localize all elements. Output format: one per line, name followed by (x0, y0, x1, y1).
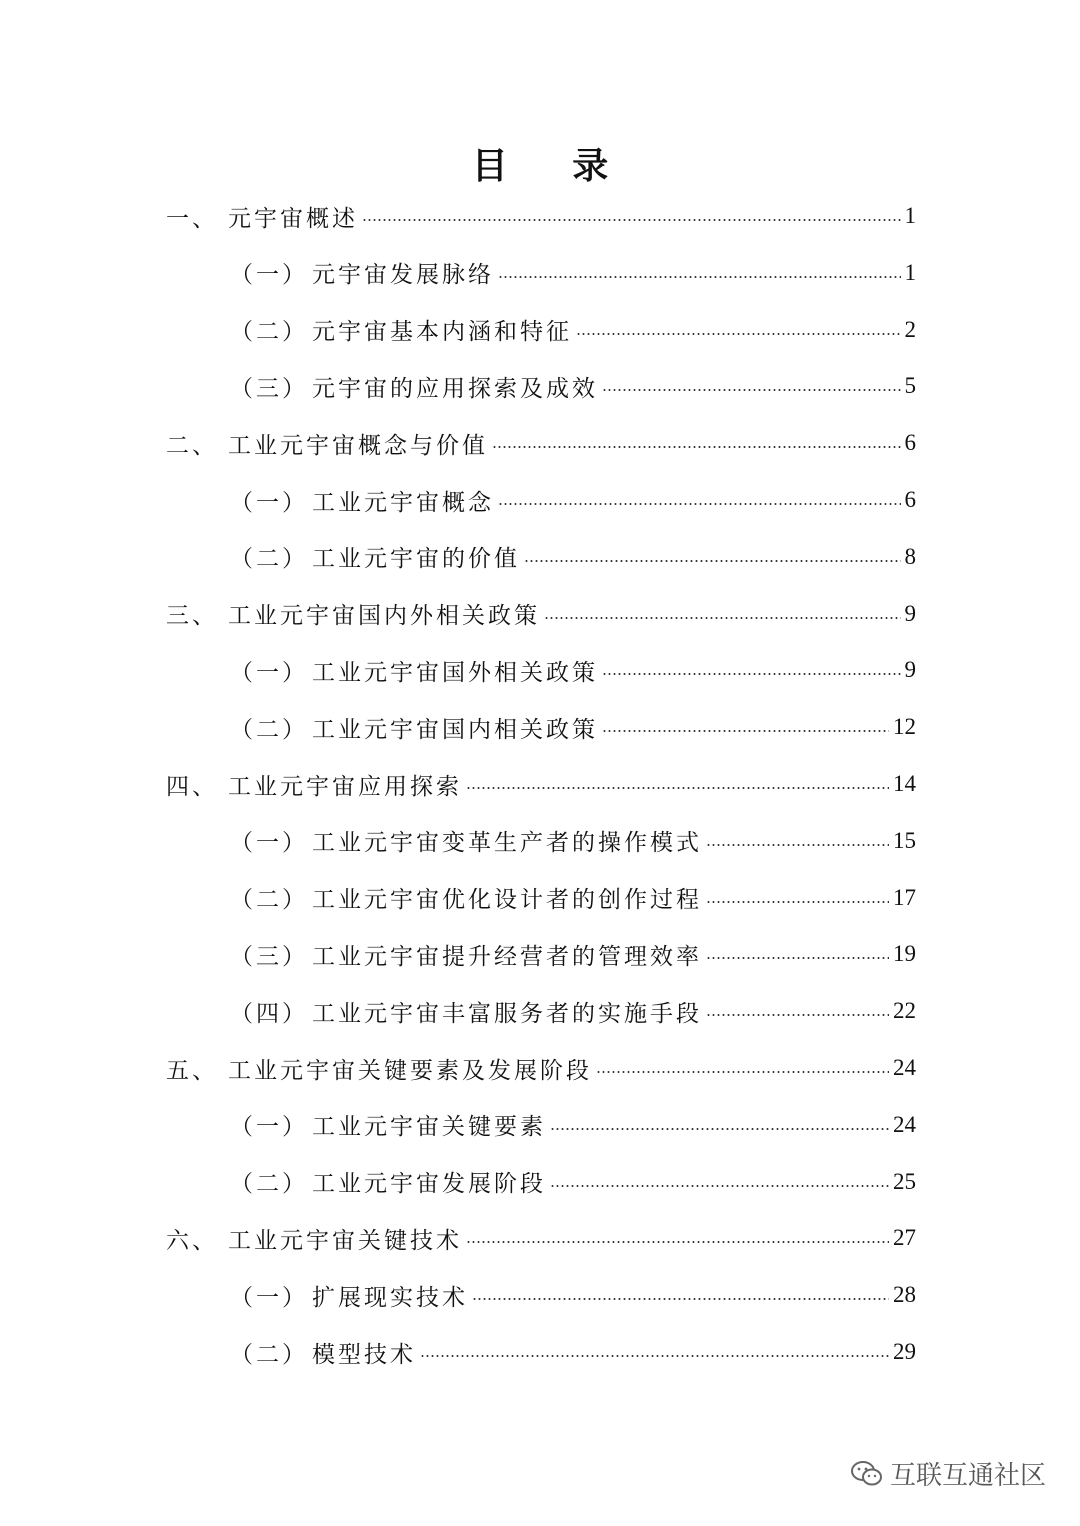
toc-entry[interactable] (230, 529, 916, 585)
toc-entry-title: 元宇宙的应用探索及成效 (312, 375, 598, 402)
toc-entry-page: 2 (904, 316, 916, 342)
toc-entry[interactable] (230, 926, 916, 982)
toc-dot-leader (544, 617, 901, 619)
toc-entry[interactable] (166, 1040, 916, 1096)
page-title: 目 录 (471, 146, 635, 187)
toc-entry-page: 19 (893, 941, 916, 967)
toc-entry-title: 元宇宙发展脉络 (312, 262, 494, 289)
toc-entry-title: 工业元宇宙关键技术 (228, 1227, 462, 1254)
toc-dot-leader (498, 503, 901, 505)
toc-entry-number: （一） (230, 1284, 308, 1311)
toc-entry[interactable] (230, 813, 916, 869)
toc-entry-page: 5 (904, 373, 916, 399)
toc-entry-title: 工业元宇宙关键要素及发展阶段 (228, 1057, 592, 1084)
toc-entry-page: 9 (904, 657, 916, 683)
toc-entry-page: 24 (893, 1055, 916, 1080)
toc-entry[interactable] (166, 756, 916, 812)
toc-entry-title: 工业元宇宙国外相关政策 (312, 659, 598, 686)
toc-entry-number: 三、 (166, 603, 218, 630)
toc-entry[interactable] (230, 245, 916, 301)
toc-dot-leader (524, 560, 901, 562)
toc-entry-title: 工业元宇宙国内外相关政策 (228, 603, 540, 630)
toc-entry-number: （二） (230, 887, 308, 914)
toc-entry[interactable] (230, 358, 916, 414)
toc-dot-leader (602, 673, 901, 675)
toc-dot-leader (602, 730, 889, 732)
toc-entry-number: （二） (230, 1171, 308, 1198)
toc-entry-title: 工业元宇宙优化设计者的创作过程 (312, 887, 702, 914)
toc-dot-leader (466, 1241, 889, 1243)
toc-entry-number: （三） (230, 375, 308, 402)
toc-entry[interactable] (230, 302, 916, 358)
toc-entry[interactable] (230, 1154, 916, 1210)
toc-entry-title: 工业元宇宙概念 (312, 489, 494, 516)
toc-entry-title: 工业元宇宙国内相关政策 (312, 716, 598, 743)
toc-entry[interactable] (230, 870, 916, 926)
toc-entry-title: 模型技术 (312, 1341, 416, 1368)
toc-entry-page: 27 (893, 1225, 916, 1251)
toc-entry[interactable] (230, 699, 916, 755)
watermark-text: 互联互通社区 (889, 1461, 1046, 1491)
toc-entry-title: 工业元宇宙关键要素 (312, 1114, 546, 1141)
toc-entry[interactable] (166, 188, 916, 244)
toc-entry-page: 14 (893, 771, 916, 796)
toc-entry-page: 8 (904, 543, 916, 569)
toc-entry-page: 25 (893, 1168, 916, 1194)
toc-dot-leader (550, 1185, 889, 1187)
toc-entry-number: 二、 (166, 432, 218, 459)
toc-entry-number: （一） (230, 489, 308, 516)
toc-entry-page: 6 (904, 487, 916, 512)
toc-entry-page: 1 (904, 203, 916, 228)
toc-entry[interactable] (230, 472, 916, 528)
toc-entry-title: 工业元宇宙应用探索 (228, 773, 462, 800)
toc-dot-leader (550, 1128, 889, 1130)
toc-entry[interactable] (166, 1210, 916, 1266)
toc-entry-page: 17 (893, 884, 916, 910)
toc-dot-leader (706, 957, 889, 959)
toc-entry-page: 12 (893, 714, 916, 740)
toc-entry-number: （二） (230, 546, 308, 573)
toc-entry[interactable] (230, 1097, 916, 1153)
toc-entry-title: 工业元宇宙丰富服务者的实施手段 (312, 1000, 702, 1027)
toc-entry-title: 工业元宇宙提升经营者的管理效率 (312, 943, 702, 970)
toc-entry-title: 工业元宇宙的价值 (312, 546, 520, 573)
toc-entry-number: （一） (230, 1114, 308, 1141)
toc-dot-leader (596, 1071, 889, 1073)
toc-entry-page: 24 (893, 1111, 916, 1137)
toc-dot-leader (472, 1298, 889, 1300)
toc-entry-number: （四） (230, 1000, 308, 1027)
toc-entry-title: 工业元宇宙发展阶段 (312, 1171, 546, 1198)
toc-entry-number: （一） (230, 830, 308, 857)
toc-dot-leader (420, 1355, 889, 1357)
toc-entry-page: 22 (893, 998, 916, 1024)
toc-dot-leader (492, 446, 901, 448)
toc-entry-number: （二） (230, 319, 308, 346)
watermark (850, 1455, 1046, 1492)
toc-entry-number: 六、 (166, 1227, 218, 1254)
toc-entry[interactable] (166, 415, 916, 471)
toc-entry-number: （一） (230, 659, 308, 686)
toc-entry-page: 9 (904, 600, 916, 626)
toc-entry-title: 工业元宇宙概念与价值 (228, 432, 488, 459)
toc-entry[interactable] (230, 642, 916, 698)
toc-entry-number: （二） (230, 716, 308, 743)
wechat-icon (850, 1459, 884, 1489)
toc-dot-leader (602, 389, 901, 391)
toc-entry-number: 一、 (166, 205, 218, 232)
toc-entry[interactable] (230, 1324, 916, 1380)
toc-entry-page: 6 (904, 430, 916, 456)
toc-entry-page: 29 (893, 1339, 916, 1364)
toc-dot-leader (466, 787, 889, 789)
toc-entry-page: 15 (893, 827, 916, 853)
toc-entry-title: 工业元宇宙变革生产者的操作模式 (312, 830, 702, 857)
toc-dot-leader (362, 219, 901, 221)
toc-dot-leader (706, 844, 889, 846)
toc-entry-number: （三） (230, 943, 308, 970)
toc-entry-title: 元宇宙基本内涵和特征 (312, 319, 572, 346)
toc-dot-leader (576, 333, 901, 335)
toc-entry[interactable] (166, 586, 916, 642)
toc-entry-number: （一） (230, 262, 308, 289)
toc-dot-leader (498, 276, 901, 278)
toc-entry-title: 扩展现实技术 (312, 1284, 468, 1311)
toc-entry[interactable] (230, 983, 916, 1039)
toc-entry[interactable] (230, 1267, 916, 1323)
toc-entry-page: 1 (904, 259, 916, 285)
toc-entry-title: 元宇宙概述 (228, 205, 358, 232)
toc-entry-number: 四、 (166, 773, 218, 800)
toc-entry-page: 28 (893, 1282, 916, 1308)
toc-dot-leader (706, 1014, 889, 1016)
toc-dot-leader (706, 901, 889, 903)
toc-entry-number: 五、 (166, 1057, 218, 1084)
toc-entry-number: （二） (230, 1341, 308, 1368)
